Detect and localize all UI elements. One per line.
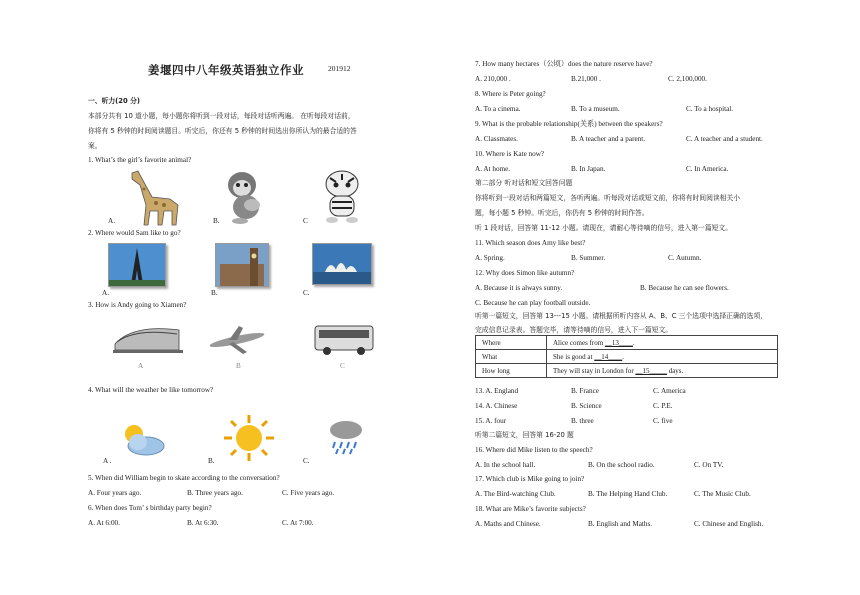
q7-option-c: C. 2,100,000. (668, 75, 707, 83)
q14-option-c: C. P.E. (653, 402, 673, 410)
q8-option-b: B. To a museum. (571, 105, 620, 113)
q5-text: 5. When did William begin to skate according to the conversation? (88, 474, 280, 482)
q18-option-b: B. English and Maths. (588, 520, 653, 528)
q1-option-c: C (303, 217, 308, 225)
q16-option-a: A. In the school hall. (475, 461, 536, 469)
table-row (476, 336, 778, 350)
q6-option-c: C. At 7:00. (282, 519, 314, 527)
q9-option-c: C. A teacher and a student. (686, 135, 763, 143)
part2-heading: 第二部分 听对话和短文回答问题 (475, 179, 573, 187)
table-label: What (476, 350, 547, 364)
q12-option-b: B. Because he can see flowers. (640, 284, 729, 292)
q15-option-b: B. three (571, 417, 594, 425)
q8-text: 8. Where is Peter going? (475, 90, 546, 98)
q11-option-c: C. Autumn. (668, 254, 702, 262)
q5-option-c: C. Five years ago. (282, 489, 335, 497)
q7-option-a: A. 210,000 . (475, 75, 511, 83)
q5-option-a: A. Four years ago. (88, 489, 142, 497)
q10-text: 10. Where is Kate now? (475, 150, 545, 158)
q8-option-c: C. To a hospital. (686, 105, 734, 113)
q2-option-c: C. (303, 289, 310, 297)
q13-option-a: 13. A. England (475, 387, 519, 395)
q16-text: 16. Where did Mike listen to the speech? (475, 446, 593, 454)
q9-option-a: A. Classmates. (475, 135, 518, 143)
intro-line-3: 案。 (88, 142, 102, 150)
q16-option-b: B. On the school radio. (588, 461, 655, 469)
q2-text: 2. Where would Sam like to go? (88, 229, 181, 237)
q9-option-b: B. A teacher and a parent. (571, 135, 646, 143)
q6-text: 6. When does Tom’ s birthday party begin? (88, 504, 212, 512)
q18-option-a: A. Maths and Chinese. (475, 520, 541, 528)
table-row (476, 364, 778, 378)
q2-option-b: B. (211, 289, 218, 297)
q14-option-a: 14. A. Chinese (475, 402, 518, 410)
q4-option-c: C. (303, 457, 310, 465)
q16-option-c: C. On TV. (694, 461, 724, 469)
table-value: She is good at __14____. (547, 350, 778, 364)
q1-text: 1. What’s the girl’s favorite animal? (88, 156, 192, 164)
q13-option-c: C. America (653, 387, 686, 395)
q15-option-c: C. five (653, 417, 673, 425)
q1-option-a: A. (108, 217, 115, 225)
q4-option-b: B. (208, 457, 215, 465)
q3-option-c: C (340, 362, 345, 370)
passage2-intro: 听第二篇短文，回答第 16-20 题 (475, 431, 574, 439)
sunny-icon (222, 413, 276, 463)
q11-text: 11. Which season does Amy like best? (475, 239, 586, 247)
q12-option-a: A. Because it is always sunny. (475, 284, 563, 292)
q10-option-a: A. At home. (475, 165, 511, 173)
passage1-intro-1: 听第一篇短文，回答第 13---15 小题。请根据所听内容从 A、B、C 三个选项中选择正确的选项， (475, 312, 768, 320)
q11-option-a: A. Spring. (475, 254, 505, 262)
q15-option-a: 15. A. four (475, 417, 507, 425)
part2-intro-2: 题，每小题 5 秒钟。听完后，你仍有 5 秒钟的时间作答。 (475, 209, 649, 217)
q5-option-b: B. Three years ago. (187, 489, 243, 497)
big-ben-photo (215, 243, 269, 287)
q17-text: 17. Which club is Mike going to join? (475, 475, 585, 483)
q3-text: 3. How is Andy going to Xiamen? (88, 301, 187, 309)
table-value: They will stay in London for __15_____ days. (547, 364, 778, 378)
passage1-intro-2: 完成信息记录表。答题完毕，请等待嘀的信号，进入下一篇短文。 (475, 326, 673, 334)
q13-option-b: B. France (571, 387, 599, 395)
page-title: 姜堰四中八年级英语独立作业 (148, 63, 304, 77)
part2-intro-1: 你将听到一段对话和两篇短文，各听两遍。听每段对话或短文前，你将有时间阅读相关小 (475, 194, 741, 202)
q3-option-a: A (138, 362, 144, 370)
q9-text: 9. What is the probable relationship(关系) between the speakers? (475, 120, 663, 128)
q12-text: 12. Why does Simon like autumn? (475, 269, 575, 277)
intro-line-1: 本部分共有 10 道小题，每小题你将听到一段对话，每段对话听两遍。 在听每段对话前， (88, 112, 355, 120)
section-heading: 一、听力(20 分) (88, 97, 141, 105)
q4-text: 4. What will the weather be like tomorrow? (88, 386, 214, 394)
q7-text: 7. How many hectares（公顷）does the nature reserve have? (475, 60, 653, 68)
table-label: How long (476, 364, 547, 378)
q11-option-b: B. Summer. (571, 254, 606, 262)
q17-option-c: C. The Music Club. (694, 490, 751, 498)
info-table (475, 335, 778, 378)
q4-option-a: A . (103, 457, 112, 465)
q6-option-b: B. At 6:30. (187, 519, 219, 527)
q8-option-a: A. To a cinema. (475, 105, 521, 113)
q7-option-b: B.21,000 . (571, 75, 601, 83)
q14-option-b: B. Science (571, 402, 602, 410)
rainy-icon (325, 418, 367, 456)
table-value: Alice comes from __13____. (547, 336, 778, 350)
eiffel-tower-photo (108, 243, 166, 287)
q17-option-b: B. The Helping Hand Club. (588, 490, 668, 498)
monkey-icon (218, 167, 274, 225)
intro-line-2: 你将有 5 秒钟的时间阅读题目。听完后，你还有 5 秒钟的时间选出你所认为的最合适的答 (88, 127, 357, 135)
sydney-opera-photo (312, 243, 372, 285)
q10-option-c: C. In America. (686, 165, 729, 173)
q2-option-a: A. (102, 289, 109, 297)
q18-text: 18. What are Mike’s favorite subjects? (475, 505, 586, 513)
q17-option-a: A. The Bird-watching Club. (475, 490, 556, 498)
q6-option-a: A. At 6:00. (88, 519, 120, 527)
cloudy-icon (116, 420, 168, 458)
page-date: 201912 (328, 64, 351, 73)
bus-icon (313, 320, 375, 358)
table-label: Where (476, 336, 547, 350)
q18-option-c: C. Chinese and English. (694, 520, 764, 528)
plane-icon (205, 322, 267, 356)
train-icon (113, 320, 183, 358)
q12-option-c: C. Because he can play football outside. (475, 299, 591, 307)
dialog-intro: 听 1 段对话，回答第 11-12 小题。请现在，请耐心等待嘀的信号，进入第一篇短文。 (475, 224, 733, 232)
table-row (476, 350, 778, 364)
q10-option-b: B. In Japan. (571, 165, 606, 173)
q3-option-b: B (236, 362, 241, 370)
q1-option-b: B. (213, 217, 220, 225)
tiger-icon (312, 168, 372, 226)
giraffe-icon (118, 165, 188, 227)
